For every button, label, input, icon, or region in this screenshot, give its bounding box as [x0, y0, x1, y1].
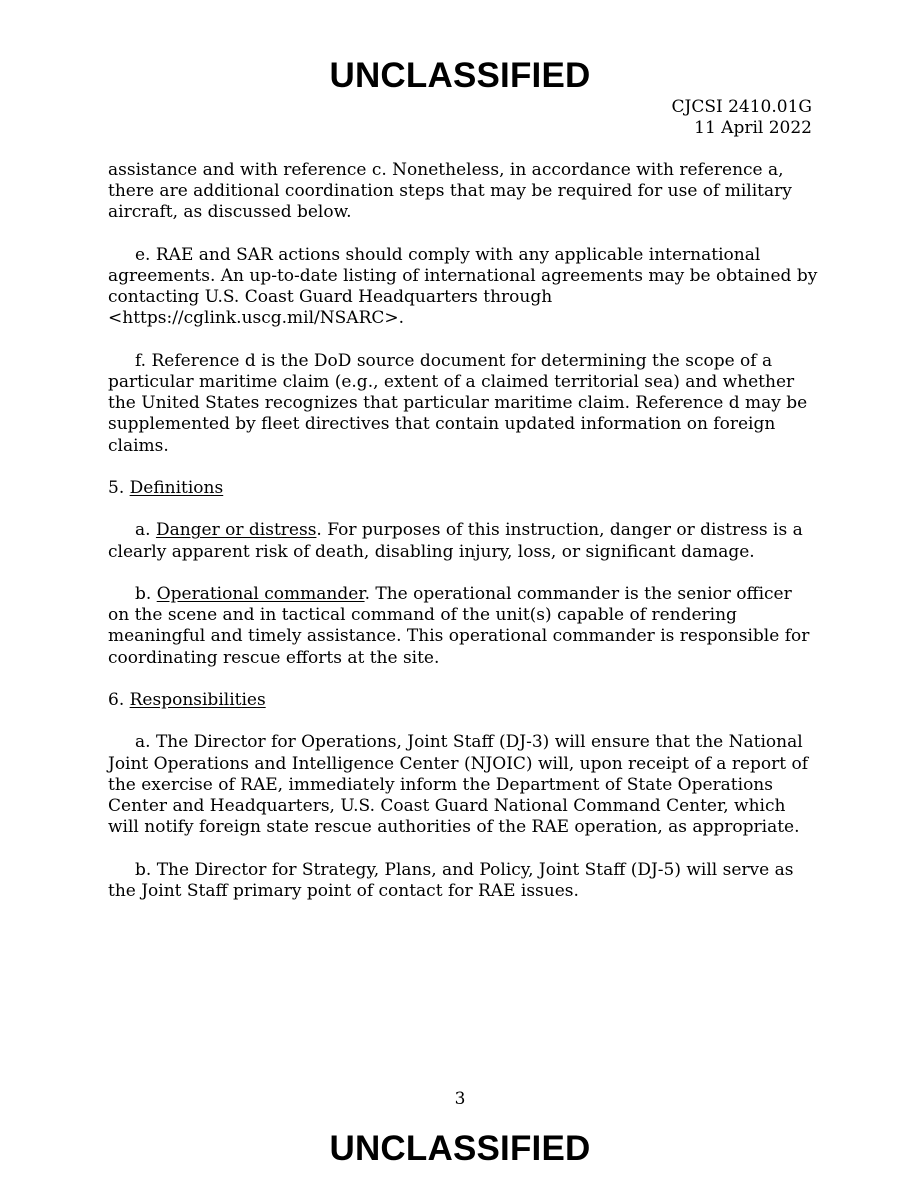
definition-text: . For purposes of this instruction, danger or distress is a clearly apparent risk of death, disabling injury, loss, or significant damage. — [108, 520, 803, 562]
document-identifier — [672, 97, 812, 139]
section-6-number: 6. — [108, 689, 130, 710]
paragraph-continuation: assistance and with reference c. Nonetheless, in accordance with reference a, there are additional coordination steps that may be required for use of military aircraft, as discussed below. — [108, 160, 792, 223]
document-date: 11 April 2022 — [694, 118, 812, 138]
section-5-title: Definitions — [129, 478, 224, 498]
section-5-heading — [108, 478, 818, 499]
definition-operational-commander — [108, 584, 818, 669]
document-body — [108, 160, 818, 923]
document-number: CJCSI 2410.01G — [671, 97, 812, 117]
responsibility-dj3: a. The Director for Operations, Joint Staff (DJ-3) will ensure that the National Joint Operations and Intelligence Center (NJOIC) will, upon receipt of a report of the exercise of RAE, immediately inform the Department of State Operations Center and Headquarters, U.S. Coast Guard National Command Center, which will notify foreign state rescue authorities of the RAE operation, as appropriate. — [108, 732, 809, 838]
classification-banner-top: UNCLASSIFIED — [329, 56, 591, 95]
definition-label: b. — [135, 583, 157, 604]
classification-banner-bottom: UNCLASSIFIED — [329, 1129, 591, 1168]
definition-danger-or-distress — [108, 520, 818, 562]
paragraph-4e: e. RAE and SAR actions should comply with any applicable international agreements. An up-to-date listing of international agreements may be obtained by contacting U.S. Coast Guard Headquarters through <https://cglink.uscg.mil/NSARC>. — [108, 244, 818, 329]
definition-term: Operational commander — [156, 583, 365, 604]
paragraph-4f: f. Reference d is the DoD source document for determining the scope of a particular maritime claim (e.g., extent of a claimed territorial sea) and whether the United States recognizes that particular maritime claim. Reference d may be supplemented by fleet directives that contain updated information on foreign claims. — [108, 350, 808, 456]
definition-term: Danger or distress — [155, 520, 317, 541]
section-6-heading — [108, 690, 818, 711]
definition-text: . The operational commander is the senior officer on the scene and in tactical command of the unit(s) capable of rendering meaningful and timely assistance. This operational commander is responsible for coordinating rescue efforts at the site. — [108, 583, 810, 668]
page-number: 3 — [454, 1089, 466, 1109]
responsibility-dj5: b. The Director for Strategy, Plans, and Policy, Joint Staff (DJ-5) will serve as the Joint Staff primary point of contact for RAE issues. — [108, 859, 794, 901]
section-5-number: 5. — [108, 478, 130, 498]
definition-label: a. — [135, 520, 156, 541]
section-6-title: Responsibilities — [129, 689, 266, 710]
